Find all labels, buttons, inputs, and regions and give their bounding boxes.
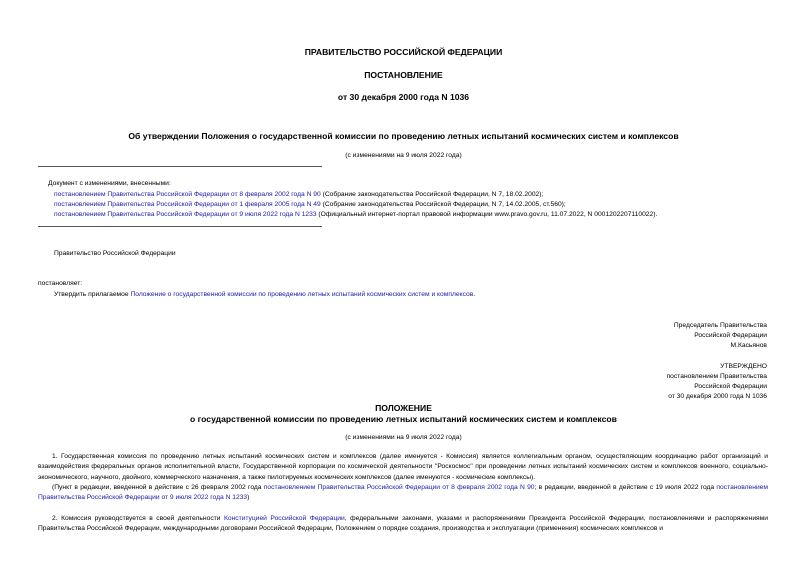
amendment-source: (Собрание законодательства Российской Федерации, N 7, 18.02.2002); (320, 191, 544, 198)
divider-top (38, 166, 322, 167)
issuer: Правительство Российской Федерации (54, 250, 176, 257)
regulation-heading: ПОЛОЖЕНИЕ (375, 403, 432, 413)
amended-note: (с изменениями на 9 июля 2022 года) (345, 152, 462, 159)
amendment-link[interactable]: постановлением Правительства Российской Федерации от 8 февраля 2002 года N 90 (54, 191, 321, 198)
amendment-source: (Собрание законодательства Российской Федерации, N 7, 14.02.2005, ст.560); (320, 201, 566, 208)
constitution-link[interactable]: Конституцией Российской Федерации (223, 515, 345, 522)
approved-label: УТВЕРЖДЕНО (720, 363, 767, 370)
regulation-link[interactable]: Положение о государственной комиссии по проведению летных испытаний космических систем и комплексов (130, 291, 474, 298)
government-name: ПРАВИТЕЛЬСТВО РОССИЙСКОЙ ФЕДЕРАЦИИ (304, 47, 503, 57)
paragraph-1-note: (Пункт в редакции, введенной в действие с 26 февраля 2002 года постановлением Правительства Российской Федерации от 8 февраля 2002 года N 90; в редакции, введенной в действие с 19 июля 2022 года постановлением Правительства Российской Федерации от 9 июля 2022 года N 1233) (38, 484, 768, 502)
document-title: Об утверждении Положения о государственной комиссии по проведению летных испытаний космических систем и комплексов (128, 131, 679, 141)
amendment-link[interactable]: постановлением Правительства Российской Федерации от 9 июля 2022 года N 1233 (54, 211, 317, 218)
divider-bottom (38, 226, 322, 227)
amendment-item (54, 201, 566, 208)
approve-clause: Утвердить прилагаемое Положение о государственной комиссии по проведению летных испытаний космических систем и комплексов. (54, 291, 476, 298)
amendment-item (54, 211, 657, 218)
amendments-intro: Документ с изменениями, внесенными: (48, 180, 171, 187)
approved-by: постановлением Правительства (666, 373, 767, 380)
paragraph-2: 2. Комиссия руководствуется в своей деятельности Конституцией Российской Федерации, федеральными законами, указами и распоряжениями Президента Российской Федерации, постановлениями и распоряжениями Правительства Российской Федерации, международными договорами Российской Федерации, Положением о порядке создания, производства и эксплуатации (применения) космических комплексов и (38, 515, 769, 533)
regulation-subheading: о государственной комиссии по проведению летных испытаний космических систем и комплексов (190, 414, 617, 424)
document-date-number: от 30 декабря 2000 года N 1036 (337, 92, 470, 102)
amendment-link[interactable]: постановлением Правительства Российской Федерации от 1 февраля 2005 года N 49 (54, 201, 321, 208)
amendment-item (54, 191, 543, 198)
signature-country: Российской Федерации (694, 332, 767, 339)
approved-country: Российской Федерации (694, 383, 767, 390)
note-link-2002[interactable]: постановлением Правительства Российской Федерации от 8 февраля 2002 года N 90 (263, 484, 535, 491)
approved-date: от 30 декабря 2000 года N 1036 (668, 393, 767, 400)
decrees-word: постановляет: (38, 280, 83, 287)
document-type: ПОСТАНОВЛЕНИЕ (364, 70, 443, 80)
paragraph-1: 1. Государственная комиссия по проведению летных испытаний космических систем и комплексов (далее именуется - Комиссия) является коллегиальным органом, осуществляющим координацию работ организаций и взаимодействия федеральных органов исполнительной власти, Государственной корпорации по космической деятельности "Роскосмос" при проведении летных испытаний космических систем и комплексов военного, социально-экономического, научного, двойного, коммерческого назначения, а также пилотируемых космических комплексов (далее именуются - космические комплексы). (38, 453, 768, 481)
regulation-amended: (с изменениями на 9 июля 2022 года) (345, 434, 462, 441)
signature-position: Председатель Правительства (673, 322, 767, 329)
note-link-2022[interactable]: постановлением Правительства Российской Федерации от 9 июля 2022 года N 1233 (38, 484, 768, 502)
signature-name: М.Касьянов (730, 342, 767, 349)
amendment-source: (Официальный интернет-портал правовой информации www.pravo.gov.ru, 11.07.2022, N 0001202207110022). (316, 211, 658, 218)
